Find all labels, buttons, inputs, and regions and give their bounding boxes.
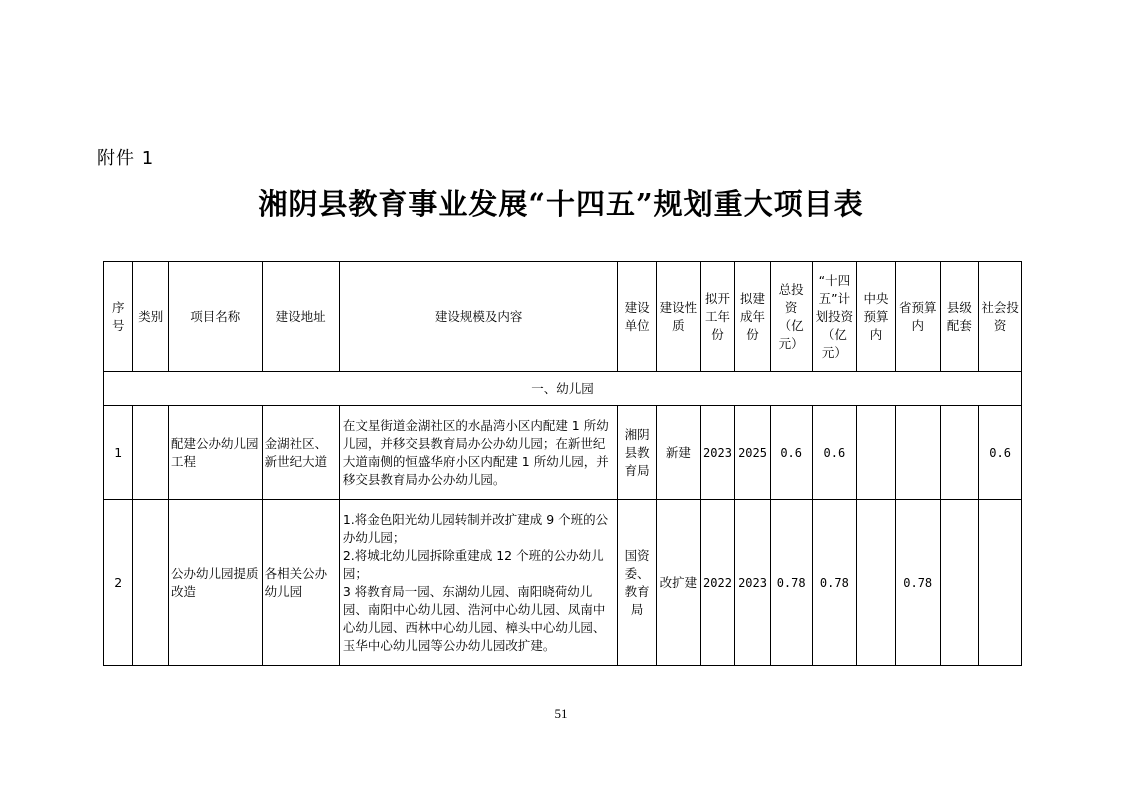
row-social-investment: 0.6 [979, 406, 1022, 500]
document-title: 湘阴县教育事业发展“十四五”规划重大项目表 [258, 187, 864, 221]
content-line: 3 将教育局一园、东湖幼儿园、南阳晓荷幼儿园、南阳中心幼儿园、浩河中心幼儿园、凤南中心幼儿园、西林中心幼儿园、樟头中心幼儿园、玉华中心幼儿园等公办幼儿园改扩建。 [342, 583, 606, 653]
row-category [133, 406, 169, 500]
header-project-name: 项目名称 [169, 262, 263, 372]
row-address: 金湖社区、新世纪大道 [262, 406, 339, 500]
row-address: 各相关公办幼儿园 [262, 500, 339, 666]
header-start-year: 拟开工年份 [700, 262, 735, 372]
row-unit: 国资委、教育局 [618, 500, 657, 666]
row-provincial-budget: 0.78 [895, 500, 940, 666]
row-seq: 2 [104, 500, 133, 666]
header-county-match: 县级配套 [940, 262, 979, 372]
row-county-match [940, 500, 979, 666]
project-table [103, 261, 1022, 666]
row-category [133, 500, 169, 666]
row-unit: 湘阴县教育局 [618, 406, 657, 500]
row-plan-investment: 0.78 [812, 500, 857, 666]
header-row [104, 262, 1022, 372]
table-row [104, 406, 1022, 500]
header-plan-investment: “十四五”计划投资（亿元） [812, 262, 857, 372]
header-nature: 建设性质 [656, 262, 700, 372]
header-social-investment: 社会投资 [979, 262, 1022, 372]
row-content: 在文星街道金湖社区的水晶湾小区内配建 1 所幼儿园，并移交县教育局办公办幼儿园；在新世纪大道南侧的恒盛华府小区内配建 1 所幼儿园，并移交县教育局办公办幼儿园。 [339, 406, 618, 500]
row-end-year: 2025 [735, 406, 771, 500]
row-project-name: 公办幼儿园提质改造 [169, 500, 263, 666]
section-row [104, 372, 1022, 406]
row-nature: 改扩建 [656, 500, 700, 666]
row-content [339, 500, 618, 666]
header-seq: 序号 [104, 262, 133, 372]
row-central-budget [857, 500, 896, 666]
header-unit: 建设单位 [618, 262, 657, 372]
row-project-name: 配建公办幼儿园工程 [169, 406, 263, 500]
row-nature: 新建 [656, 406, 700, 500]
header-address: 建设地址 [262, 262, 339, 372]
section-title: 一、幼儿园 [104, 372, 1022, 406]
row-county-match [940, 406, 979, 500]
row-seq: 1 [104, 406, 133, 500]
attachment-label: 附件 1 [97, 148, 155, 169]
row-plan-investment: 0.6 [812, 406, 857, 500]
header-content: 建设规模及内容 [339, 262, 618, 372]
header-end-year: 拟建成年份 [735, 262, 771, 372]
row-central-budget [857, 406, 896, 500]
content-line: 2.将城北幼儿园拆除重建成 12 个班的公办幼儿园； [342, 547, 604, 581]
header-provincial-budget: 省预算内 [895, 262, 940, 372]
row-total-investment: 0.78 [770, 500, 812, 666]
header-category: 类别 [133, 262, 169, 372]
row-social-investment [979, 500, 1022, 666]
row-provincial-budget [895, 406, 940, 500]
table-row [104, 500, 1022, 666]
row-start-year: 2022 [700, 500, 735, 666]
row-end-year: 2023 [735, 500, 771, 666]
header-total-investment: 总投资（亿元） [770, 262, 812, 372]
header-central-budget: 中央预算内 [857, 262, 896, 372]
page-number: 51 [554, 706, 568, 721]
row-total-investment: 0.6 [770, 406, 812, 500]
content-line: 1.将金色阳光幼儿园转制并改扩建成 9 个班的公办幼儿园； [342, 511, 609, 545]
row-start-year: 2023 [700, 406, 735, 500]
